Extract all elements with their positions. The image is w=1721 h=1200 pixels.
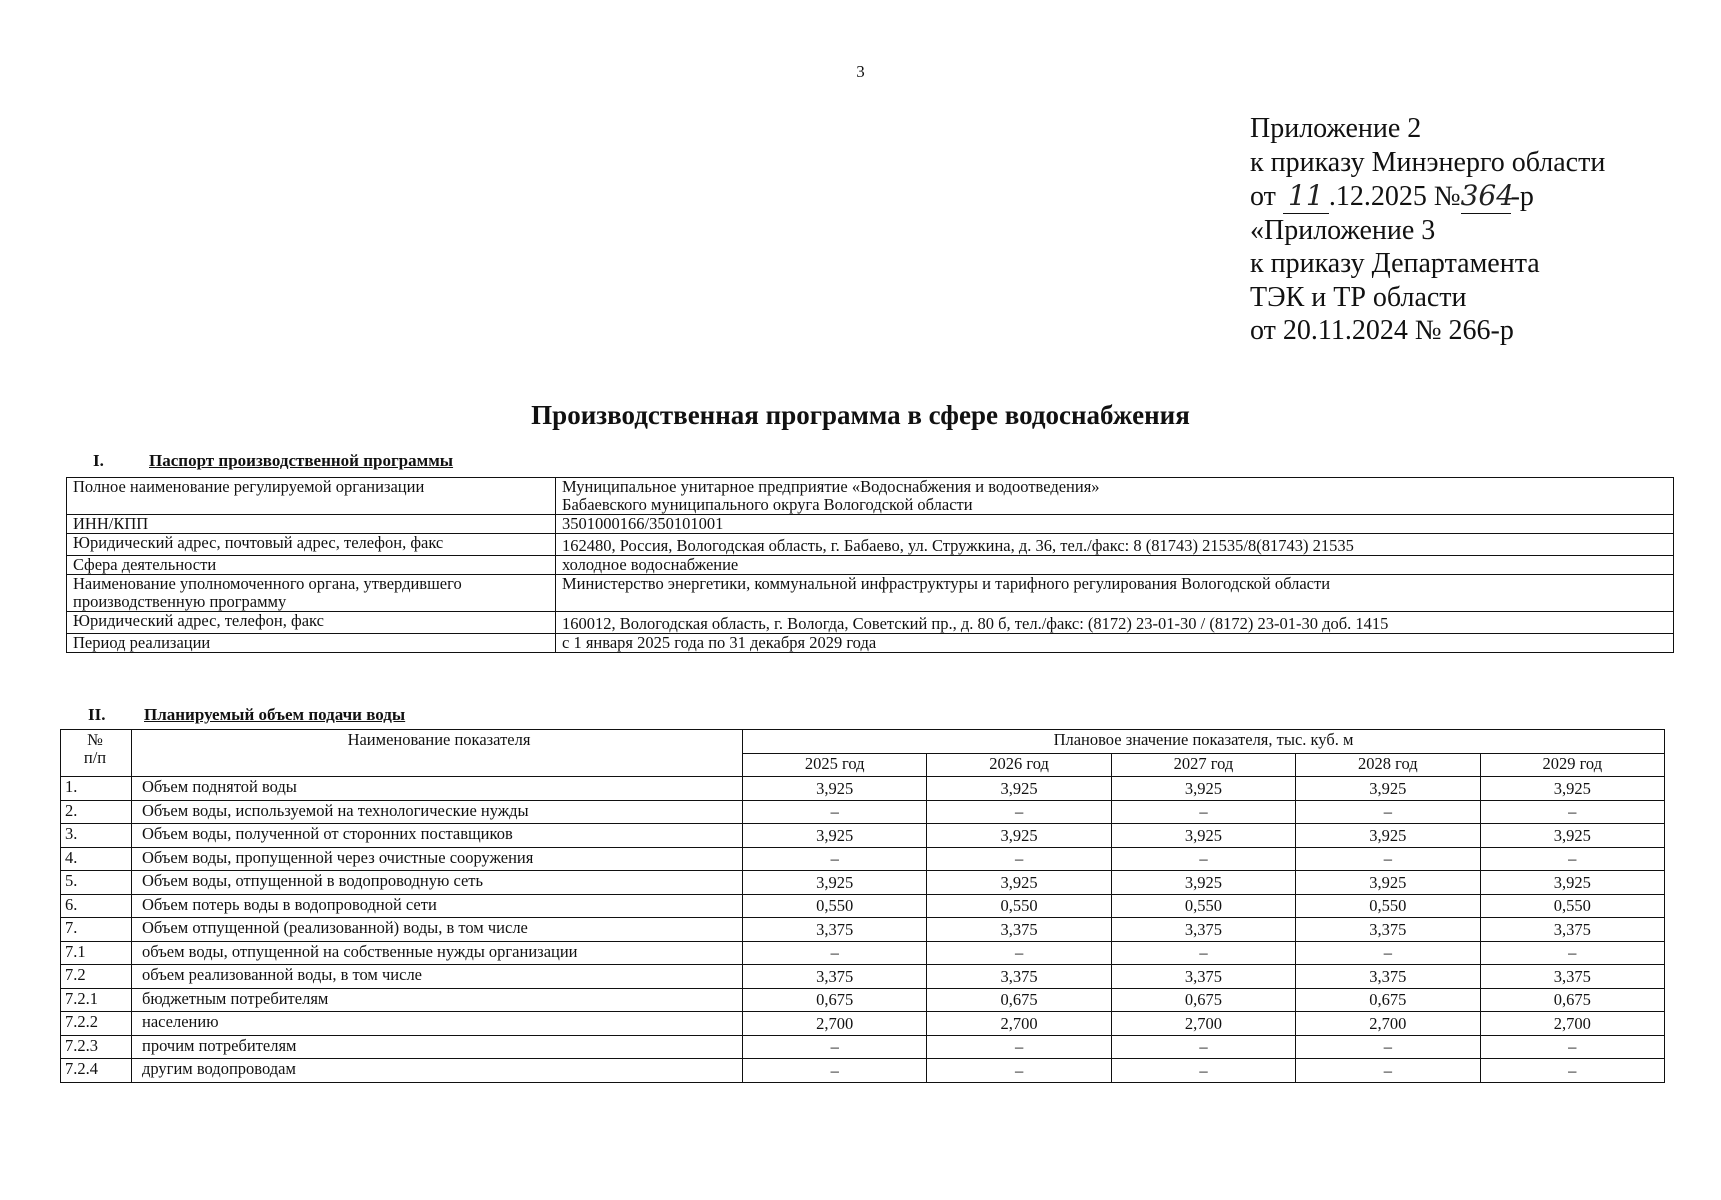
section-1-title: Паспорт производственной программы [149,451,454,470]
row-number: 4. [61,847,132,871]
value-cell: – [927,847,1111,871]
value-cell: 2,700 [743,1012,927,1036]
row-number: 7.2.2 [61,1012,132,1036]
passport-label: Юридический адрес, почтовый адрес, телефон, факс [67,534,556,556]
water-volume-table [60,729,1665,1083]
indicator-name: населению [132,1012,743,1036]
passport-label-text: Наименование уполномоченного органа, утвердившего [73,574,462,593]
value-cell: – [1480,1059,1664,1083]
row-number: 7.2 [61,965,132,989]
value-cell: – [743,941,927,965]
water-volume-body [61,777,1665,1083]
value-cell: 3,375 [743,965,927,989]
value-cell: – [1480,800,1664,824]
indicator-name: бюджетным потребителям [132,988,743,1012]
table-row [61,941,1665,965]
value-cell: – [1111,800,1295,824]
row-number: 3. [61,824,132,848]
value-cell: – [1111,847,1295,871]
value-cell: 0,675 [1480,988,1664,1012]
value-cell: 2,700 [1480,1012,1664,1036]
passport-label: Юридический адрес, телефон, факс [67,612,556,634]
indicator-name: Объем поднятой воды [132,777,743,801]
col-header-number [61,730,132,777]
value-cell: – [1111,941,1295,965]
value-cell: 0,550 [1480,894,1664,918]
value-cell: 3,925 [1296,871,1480,895]
value-cell: 0,550 [1296,894,1480,918]
table-row [67,575,1674,612]
value-cell: 2,700 [927,1012,1111,1036]
value-cell: 3,925 [1296,824,1480,848]
col-header-year: 2026 год [927,753,1111,777]
passport-label-text: производственную программу [73,592,287,611]
value-cell: 3,925 [1111,871,1295,895]
table-row [61,847,1665,871]
value-cell: – [1296,941,1480,965]
value-cell: – [743,1035,927,1059]
value-cell: – [1111,1035,1295,1059]
table-row [61,918,1665,942]
value-cell: 3,375 [1296,965,1480,989]
value-cell: 3,925 [743,871,927,895]
value-cell: 3,375 [927,918,1111,942]
value-cell: 3,925 [927,777,1111,801]
indicator-name: Объем потерь воды в водопроводной сети [132,894,743,918]
appendix-order-suffix: -р [1510,181,1534,212]
value-cell: 0,550 [1111,894,1295,918]
table-row [61,824,1665,848]
passport-value-text: Муниципальное унитарное предприятие «Водоснабжения и водоотведения» [562,477,1100,496]
appendix-line-7: от 20.11.2024 № 266-р [1250,315,1514,346]
value-cell: – [1296,1059,1480,1083]
handwritten-order-number: 364 [1460,179,1515,212]
table-row [67,634,1674,653]
indicator-name: объем реализованной воды, в том числе [132,965,743,989]
indicator-name: Объем воды, используемой на технологические нужды [132,800,743,824]
passport-value-text: Бабаевского муниципального округа Вологодской области [562,495,973,514]
row-number: 1. [61,777,132,801]
section-2-title: Планируемый объем подачи воды [144,705,406,724]
value-cell: 3,925 [743,824,927,848]
value-cell: – [1296,847,1480,871]
appendix-line-3 [1250,179,1605,214]
table-header-row [61,730,1665,754]
value-cell: 3,375 [1111,965,1295,989]
value-cell: 3,375 [1111,918,1295,942]
table-row [61,894,1665,918]
document-title: Производственная программа в сфере водоснабжения [531,400,1190,430]
appendix-line-1: Приложение 2 [1250,113,1422,144]
passport-label-text: Полное наименование регулируемой организации [73,477,425,496]
row-number: 7. [61,918,132,942]
value-cell: – [1111,1059,1295,1083]
value-cell: – [927,941,1111,965]
col-header-number-text: № [87,730,103,749]
table-row [61,1012,1665,1036]
appendix-line-4: «Приложение 3 [1250,214,1436,246]
section-1-heading [93,451,453,471]
value-cell: – [1480,847,1664,871]
value-cell: 0,675 [1296,988,1480,1012]
value-cell: – [927,1059,1111,1083]
value-cell: – [1296,800,1480,824]
passport-value [556,478,1674,515]
value-cell: 0,550 [743,894,927,918]
page-number: 3 [856,62,865,81]
indicator-name: прочим потребителям [132,1035,743,1059]
table-row [67,534,1674,556]
value-cell: 3,375 [1296,918,1480,942]
table-row [67,556,1674,575]
indicator-name: Объем воды, полученной от сторонних поставщиков [132,824,743,848]
appendix-line-6: ТЭК и ТР области [1250,281,1467,313]
row-number: 7.2.1 [61,988,132,1012]
value-cell: 2,700 [1111,1012,1295,1036]
handwritten-day: 11 [1283,179,1329,214]
section-2-number: II. [88,705,106,724]
value-cell: 3,375 [1480,918,1664,942]
value-cell: – [743,800,927,824]
indicator-name: Объем отпущенной (реализованной) воды, в том числе [132,918,743,942]
col-header-number-text: п/п [83,748,107,767]
appendix-date-prefix: от [1250,181,1276,212]
row-number: 2. [61,800,132,824]
col-header-year: 2028 год [1296,753,1480,777]
appendix-line-5: к приказу Департамента [1250,248,1540,279]
table-row [61,1035,1665,1059]
value-cell: 3,925 [927,824,1111,848]
table-row [67,478,1674,515]
passport-value: холодное водоснабжение [556,556,1674,575]
value-cell: 3,925 [1480,777,1664,801]
value-cell: 3,925 [1296,777,1480,801]
indicator-name: другим водопроводам [132,1059,743,1083]
passport-value: 160012, Вологодская область, г. Вологда, Советский пр., д. 80 б, тел./факс: (8172) 23-01-30 / (8172) 23-01-30 доб. 1415 [556,612,1674,634]
table-row [61,1059,1665,1083]
section-1-number: I. [93,451,104,470]
passport-value: Министерство энергетики, коммунальной инфраструктуры и тарифного регулирования Вологодской области [556,575,1674,612]
value-cell: 3,925 [927,871,1111,895]
passport-value: 3501000166/350101001 [556,515,1674,534]
table-row [67,612,1674,634]
passport-label: ИНН/КПП [67,515,556,534]
table-row [61,988,1665,1012]
value-cell: 3,375 [743,918,927,942]
table-row [61,871,1665,895]
indicator-name: Объем воды, пропущенной через очистные сооружения [132,847,743,871]
value-cell: 3,925 [1480,824,1664,848]
col-header-year: 2029 год [1480,753,1664,777]
value-cell: 3,925 [743,777,927,801]
value-cell: – [927,1035,1111,1059]
row-number: 7.2.4 [61,1059,132,1083]
table-row [61,777,1665,801]
appendix-block [1250,112,1605,348]
table-row [61,965,1665,989]
value-cell: 3,925 [1480,871,1664,895]
passport-label: Сфера деятельности [67,556,556,575]
value-cell: 2,700 [1296,1012,1480,1036]
passport-label: Период реализации [67,634,556,653]
appendix-date-mid: .12.2025 № [1328,181,1461,212]
section-2-heading [88,705,405,725]
indicator-name: объем воды, отпущенной на собственные нужды организации [132,941,743,965]
value-cell: – [743,1059,927,1083]
value-cell: 3,375 [927,965,1111,989]
value-cell: 3,925 [1111,824,1295,848]
table-row [67,515,1674,534]
passport-value: 162480, Россия, Вологодская область, г. Бабаево, ул. Стружкина, д. 36, тел./факс: 8 (81743) 21535/8(81743) 21535 [556,534,1674,556]
row-number: 7.2.3 [61,1035,132,1059]
indicator-name: Объем воды, отпущенной в водопроводную сеть [132,871,743,895]
value-cell: 0,675 [927,988,1111,1012]
passport-value: с 1 января 2025 года по 31 декабря 2029 года [556,634,1674,653]
value-cell: – [1480,941,1664,965]
col-header-group: Плановое значение показателя, тыс. куб. м [743,730,1665,754]
col-header-year: 2027 год [1111,753,1295,777]
row-number: 6. [61,894,132,918]
row-number: 5. [61,871,132,895]
passport-table [66,477,1674,653]
value-cell: 3,375 [1480,965,1664,989]
value-cell: – [1480,1035,1664,1059]
value-cell: – [743,847,927,871]
value-cell: 3,925 [1111,777,1295,801]
passport-label [67,478,556,515]
value-cell: – [1296,1035,1480,1059]
col-header-year: 2025 год [743,753,927,777]
value-cell: – [927,800,1111,824]
value-cell: 0,675 [743,988,927,1012]
value-cell: 0,675 [1111,988,1295,1012]
appendix-line-2: к приказу Минэнерго области [1250,146,1606,178]
value-cell: 0,550 [927,894,1111,918]
passport-label [67,575,556,612]
col-header-name: Наименование показателя [132,730,743,777]
row-number: 7.1 [61,941,132,965]
table-row [61,800,1665,824]
